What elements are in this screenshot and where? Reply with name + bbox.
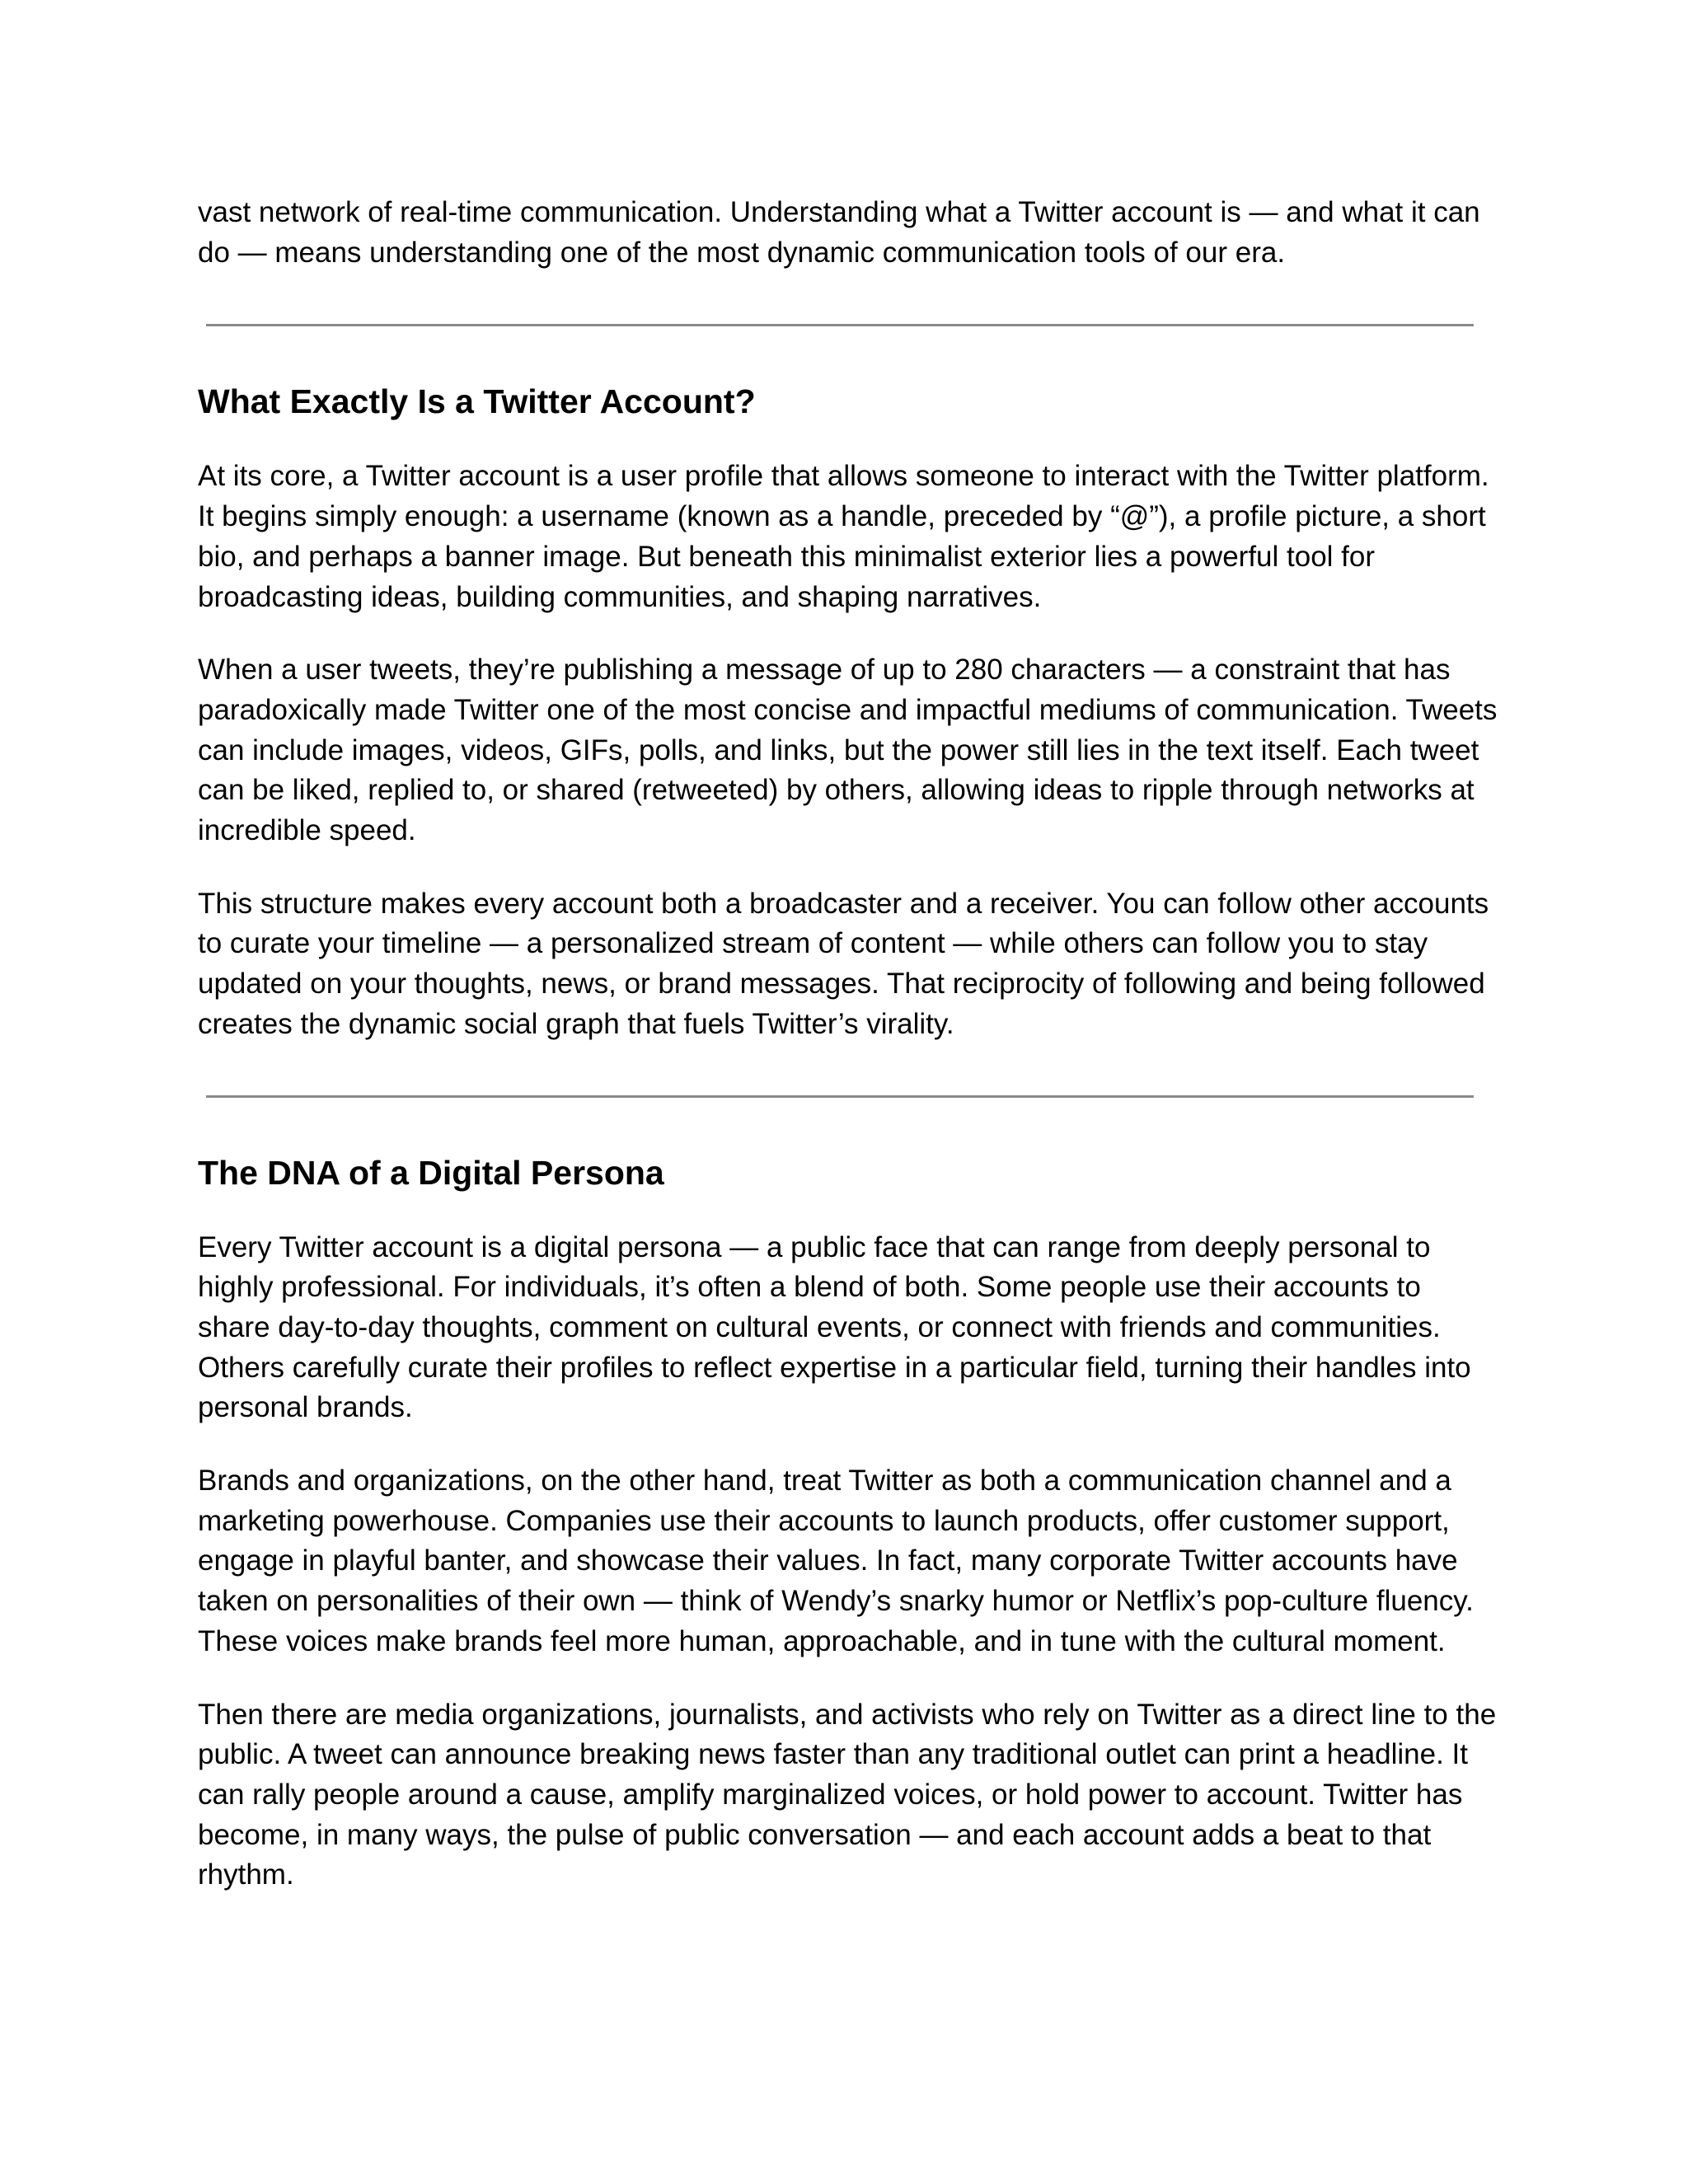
body-paragraph: Then there are media organizations, journalists, and activists who rely on Twitter as a direct line to the public. A tweet can announce breaking news faster than any traditional outlet can print a headline. It can rally people around a cause, amplify marginalized voices, or hold power to account. Twitter has become, in many ways, the pulse of public conversation — and each account adds a beat to that rhythm.	[198, 1698, 1497, 1891]
section-divider	[206, 324, 1474, 326]
body-paragraph: When a user tweets, they’re publishing a message of up to 280 characters — a constraint that has paradoxically made Twitter one of the most concise and impactful mediums of communication. Tweets can include images, videos, GIFs, polls, and links, but the power still lies in the text itself. Each tweet can be liked, replied to, or shared (retweeted) by others, allowing ideas to ripple through networks at incredible speed.	[198, 654, 1498, 847]
section-heading: The DNA of a Digital Persona	[198, 1153, 664, 1192]
body-paragraph: Every Twitter account is a digital persona — a public face that can range from deeply personal to highly professional. For individuals, it’s often a blend of both. Some people use their accounts to share day-to-day thoughts, comment on cultural events, or connect with friends and communities. Others carefully curate their profiles to reflect expertise in a particular field, turning their handles into personal brands.	[198, 1230, 1471, 1424]
body-paragraph: At its core, a Twitter account is a user profile that allows someone to interact with the Twitter platform. It begins simply enough: a username (known as a handle, preceded by “@”), a profile picture, a short bio, and perhaps a banner image. But beneath this minimalist exterior lies a powerful tool for broadcasting ideas, building communities, and shaping narratives.	[198, 460, 1489, 613]
section-heading: What Exactly Is a Twitter Account?	[198, 382, 756, 421]
body-paragraph: This structure makes every account both a broadcaster and a receiver. You can follow other accounts to curate your timeline — a personalized stream of content — while others can follow you to stay updated on your thoughts, news, or brand messages. That reciprocity of following and being followed creates the dynamic social graph that fuels Twitter’s virality.	[198, 887, 1489, 1040]
section-divider	[206, 1095, 1474, 1098]
body-paragraph: Brands and organizations, on the other hand, treat Twitter as both a communication channel and a marketing powerhouse. Companies use their accounts to launch products, offer customer support, engage in playful banter, and showcase their values. In fact, many corporate Twitter accounts have taken on personalities of their own — think of Wendy’s snarky humor or Netflix’s pop-culture fluency. These voices make brands feel more human, approachable, and in tune with the cultural moment.	[198, 1465, 1474, 1657]
document-body	[198, 193, 1500, 1896]
intro-paragraph: vast network of real-time communication. Understanding what a Twitter account is — and what it can do — means understanding one of the most dynamic communication tools of our era.	[198, 196, 1480, 269]
